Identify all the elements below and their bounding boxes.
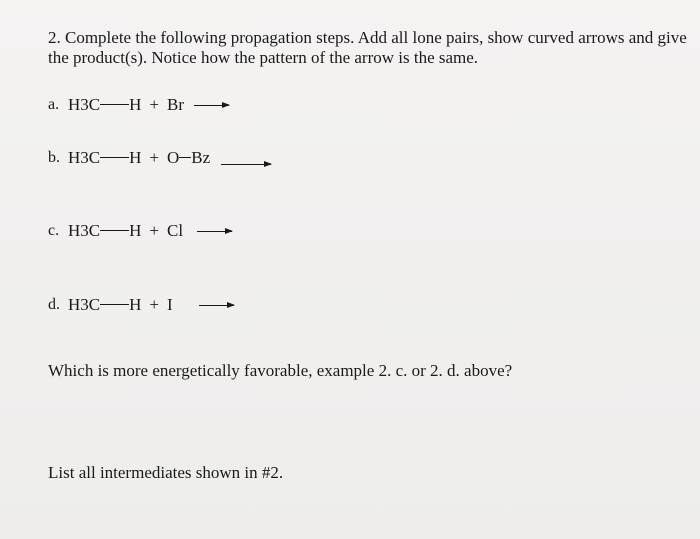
benzoyl-group: Bz	[191, 148, 211, 167]
single-bond	[100, 104, 129, 105]
reaction-label: b.	[48, 149, 60, 166]
reagent: I	[167, 295, 173, 314]
carbon-group: H3C	[68, 148, 101, 167]
reaction-label: d.	[48, 296, 60, 313]
reaction-a	[48, 92, 229, 118]
reagent: Cl	[167, 221, 184, 240]
reaction-b	[48, 145, 271, 171]
plus-sign: +	[149, 148, 159, 167]
single-bond	[100, 230, 129, 231]
single-bond	[100, 304, 129, 305]
hydrogen-atom: H	[129, 95, 142, 114]
reagent: Br	[167, 95, 184, 114]
reaction-arrow-icon	[199, 305, 234, 306]
reaction-arrow-icon	[194, 105, 229, 106]
hydrogen-atom: H	[129, 221, 142, 240]
single-bond	[179, 157, 191, 158]
followup-question-energetics: Which is more energetically favorable, example 2. c. or 2. d. above?	[48, 361, 513, 380]
reaction-arrow-icon	[197, 231, 232, 232]
hydrogen-atom: H	[129, 295, 142, 314]
reaction-c	[48, 218, 232, 244]
reaction-label: c.	[48, 222, 60, 239]
plus-sign: +	[149, 221, 159, 240]
followup-question-intermediates: List all intermediates shown in #2.	[48, 463, 284, 482]
single-bond	[100, 157, 129, 158]
question-prompt: 2. Complete the following propagation steps. Add all lone pairs, show curved arrows and give the product(s). Notice how the pattern of the arrow is the same.	[48, 28, 687, 67]
oxygen-atom: O	[167, 148, 180, 167]
carbon-group: H3C	[68, 95, 101, 114]
reaction-arrow-icon	[221, 164, 271, 165]
plus-sign: +	[149, 295, 159, 314]
reaction-label: a.	[48, 96, 60, 113]
plus-sign: +	[149, 95, 159, 114]
carbon-group: H3C	[68, 221, 101, 240]
hydrogen-atom: H	[129, 148, 142, 167]
reaction-d	[48, 292, 234, 318]
carbon-group: H3C	[68, 295, 101, 314]
